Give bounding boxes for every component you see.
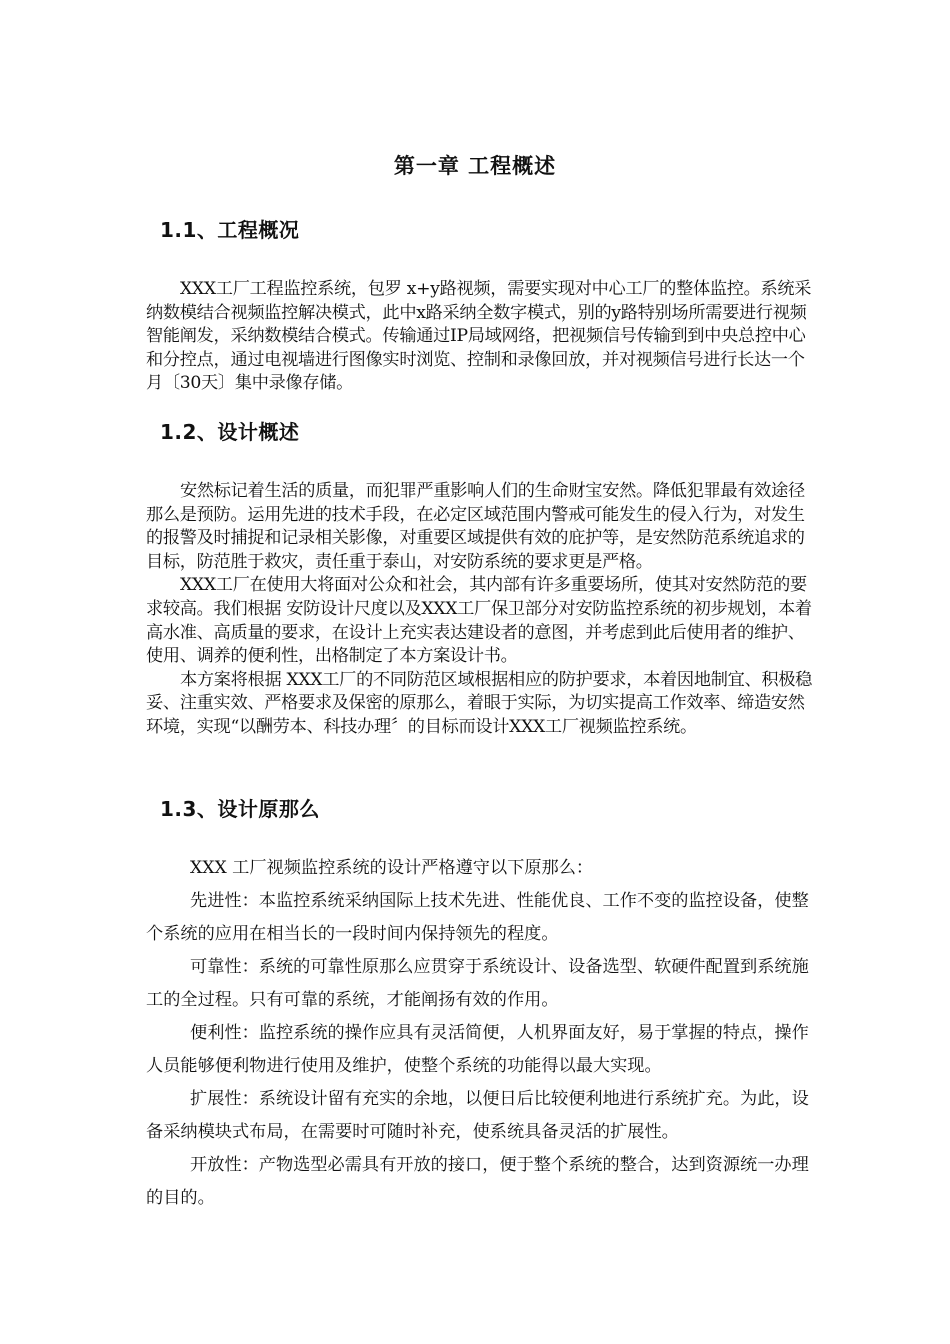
paragraph: XXX 工厂视频监控系统的设计严格遵守以下原那么： xyxy=(190,858,594,878)
paragraph: XXX工厂在使用大将面对公众和社会，其内部有许多重要场所，使其对安然防范的要求较高。我们根据 安防设计尺度以及XXX工厂保卫部分对安防监控系统的初步规划，本着高水准、高质量的要求，在设计上充实表达建设者的意图，并考虑到此后使用者的维护、使用、调养的便利性，出格制定了本方案设计书。 xyxy=(146,575,812,667)
section-1-1-body xyxy=(146,278,816,396)
paragraph: 便利性：监控系统的操作应具有灵活简便，人机界面友好，易于掌握的特点，操作人员能够便利物进行使用及维护，使整个系统的功能得以最大实现。 xyxy=(146,1023,809,1076)
paragraph: 开放性：产物选型必需具有开放的接口，便于整个系统的整合，达到资源统一办理的目的。 xyxy=(146,1155,809,1208)
section-heading-1-3: 1.3、设计原那么 xyxy=(160,797,320,821)
section-heading-1-1: 1.1、工程概况 xyxy=(160,218,300,242)
paragraph: 本方案将根据 XXX工厂的不同防范区域根据相应的防护要求，本着因地制宜、积极稳妥、注重实效、严格要求及保密的原那么，着眼于实际，为切实提高工作效率、缔造安然环境，实现“以酬劳本、科技办理〞的目标而设计XXX工厂视频监控系统。 xyxy=(146,669,813,737)
paragraph: 先进性：本监控系统采纳国际上技术先进、性能优良、工作不变的监控设备，使整个系统的应用在相当长的一段时间内保持领先的程度。 xyxy=(146,891,809,944)
section-1-3-body xyxy=(146,852,814,1215)
paragraph: XXX工厂工程监控系统，包罗 x+y路视频，需要实现对中心工厂的整体监控。系统采纳数模结合视频监控解决模式，此中x路采纳全数字模式，别的y路特别场所需要进行视频智能阐发，采纳数模结合模式。传输通过IP局域网络，把视频信号传输到到中央总控中心和分控点，通过电视墙进行图像实时浏览、控制和录像回放，并对视频信号进行长达一个月〔30天〕集中录像存储。 xyxy=(146,279,812,394)
section-1-2-body xyxy=(146,480,816,740)
section-heading-1-2: 1.2、设计概述 xyxy=(160,420,300,444)
chapter-title: 第一章 工程概述 xyxy=(393,154,557,178)
paragraph: 扩展性：系统设计留有充实的余地，以便日后比较便利地进行系统扩充。为此，设备采纳模块式布局，在需要时可随时补充，使系统具备灵活的扩展性。 xyxy=(146,1089,809,1142)
paragraph: 安然标记着生活的质量，而犯罪严重影响人们的生命财宝安然。降低犯罪最有效途径那么是预防。运用先进的技术手段，在必定区域范围内警戒可能发生的侵入行为，对发生的报警及时捕捉和记录相关影像，对重要区域提供有效的庇护等，是安然防范系统追求的目标，防范胜于救灾，责任重于泰山，对安防系统的要求更是严格。 xyxy=(146,481,805,572)
paragraph: 可靠性：系统的可靠性原那么应贯穿于系统设计、设备选型、软硬件配置到系统施工的全过程。只有可靠的系统，才能阐扬有效的作用。 xyxy=(146,957,809,1010)
